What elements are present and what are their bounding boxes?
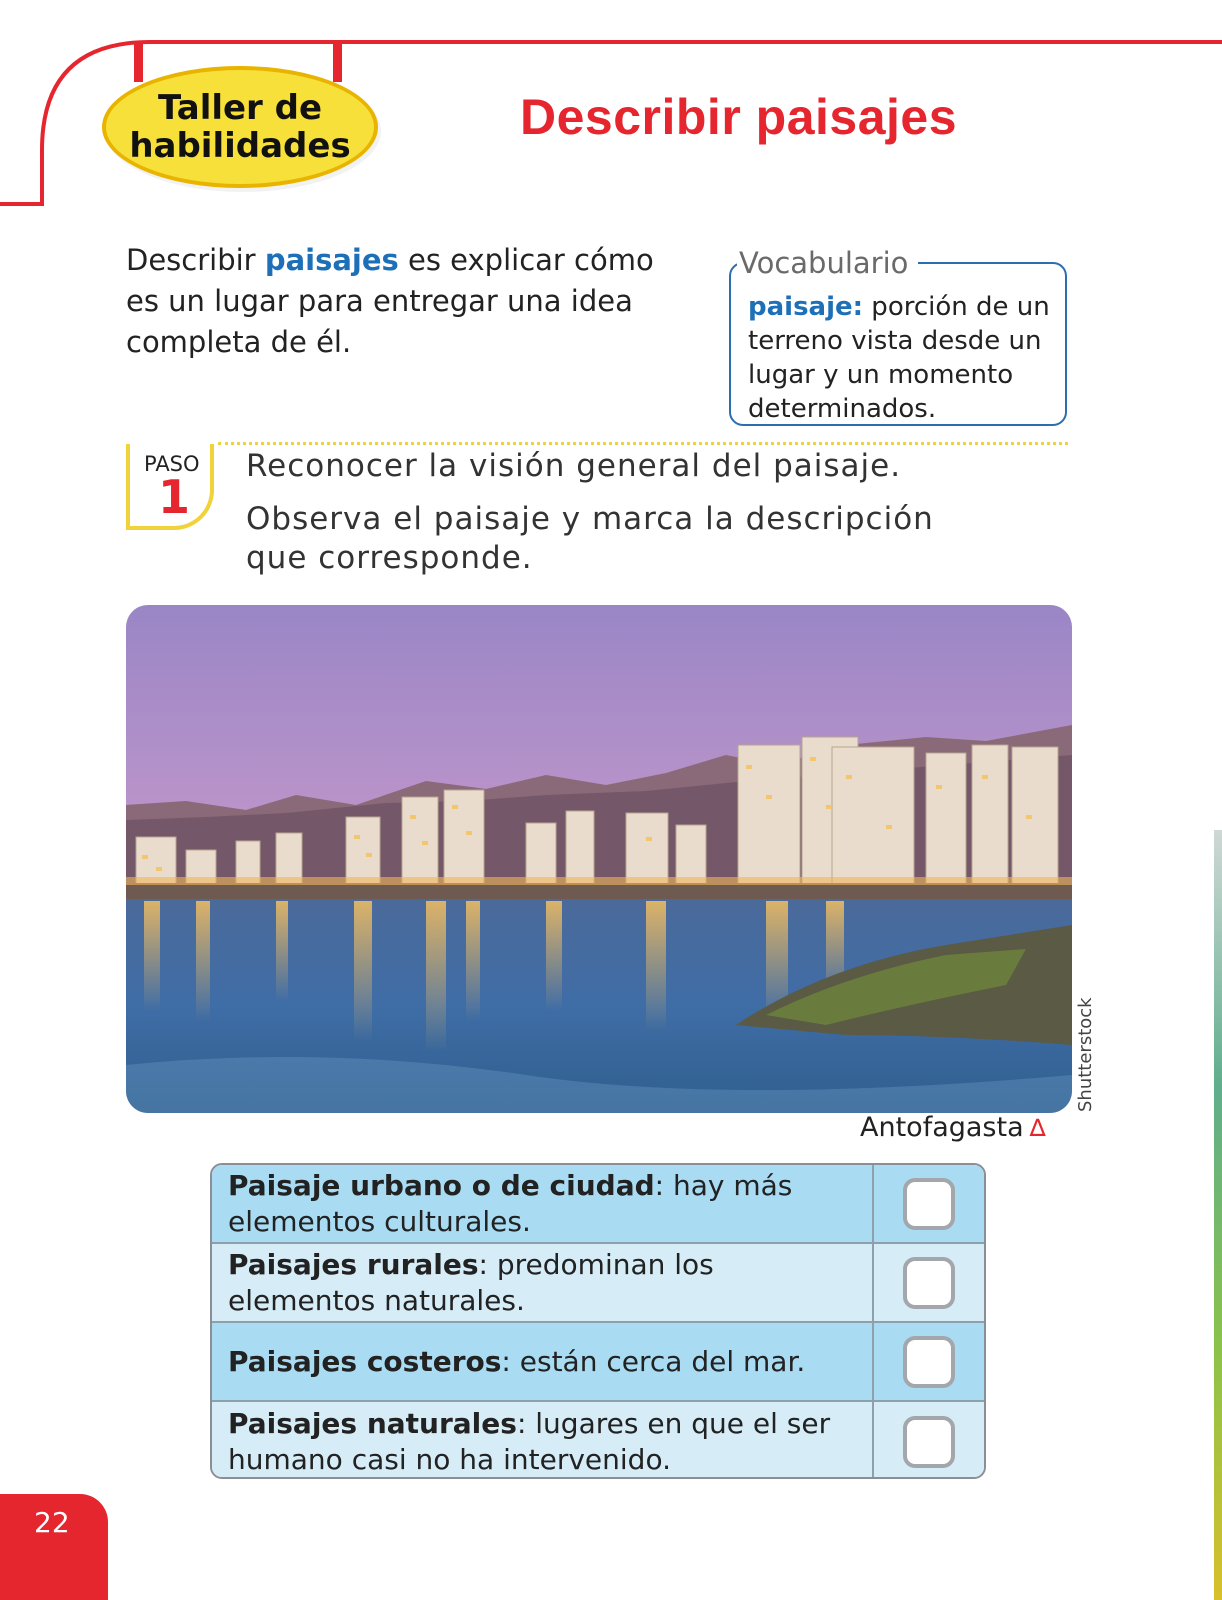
option-checkbox-cell (874, 1244, 984, 1321)
photo-credit-text: Shutterstock (1075, 997, 1096, 1112)
step-number: 1 (158, 470, 191, 524)
option-description: : predominan los elementos naturales. (228, 1247, 714, 1317)
page-title: Describir paisajes (520, 89, 958, 145)
option-text (212, 1402, 874, 1479)
skills-workshop-badge (102, 66, 378, 188)
vocabulary-title: Vocabulario (737, 246, 918, 280)
option-checkbox-cell (874, 1402, 984, 1479)
option-text (212, 1323, 874, 1400)
triangle-icon: ∆ (1029, 1114, 1046, 1142)
step-instruction: Observa el paisaje y marca la descripción que corresponde. (246, 501, 934, 576)
option-checkbox[interactable] (903, 1416, 955, 1468)
step-label: PASO (144, 452, 200, 476)
vocabulary-definition (748, 290, 1068, 426)
badge-line-2: habilidades (129, 126, 351, 166)
antofagasta-illustration (126, 605, 1072, 1113)
vocabulary-box (729, 246, 1067, 426)
side-color-stripe (1214, 830, 1222, 1600)
intro-text-after: es explicar cómo es un lugar para entregar una idea completa de él. (126, 243, 654, 359)
option-checkbox[interactable] (903, 1178, 955, 1230)
landscape-photo (126, 605, 1072, 1113)
option-title: Paisajes costeros (228, 1344, 502, 1378)
option-text (212, 1244, 874, 1321)
option-title: Paisajes naturales (228, 1406, 517, 1440)
option-row (212, 1402, 984, 1479)
step-badge (126, 444, 214, 530)
option-title: Paisaje urbano o de ciudad (228, 1168, 655, 1202)
option-description: : están cerca del mar. (501, 1344, 806, 1378)
option-row (212, 1165, 984, 1244)
badge-line-1: Taller de (157, 88, 323, 128)
option-text (212, 1165, 874, 1242)
caption-text: Antofagasta (860, 1112, 1024, 1143)
intro-text-before: Describir (126, 243, 265, 277)
vocabulary-term: paisaje: (748, 292, 864, 322)
option-checkbox-cell (874, 1323, 984, 1400)
dotted-divider (218, 442, 1068, 445)
page-number-tab (0, 1494, 108, 1600)
photo-caption (860, 1112, 1046, 1143)
options-table (210, 1163, 986, 1479)
option-title: Paisajes rurales (228, 1247, 479, 1281)
option-checkbox-cell (874, 1165, 984, 1242)
page-number: 22 (34, 1506, 70, 1539)
intro-keyword: paisajes (264, 243, 399, 277)
option-description: : hay más elementos culturales. (228, 1168, 793, 1238)
option-checkbox[interactable] (903, 1257, 955, 1309)
step-title: Reconocer la visión general del paisaje. (246, 448, 902, 484)
option-description: : lugares en que el ser humano casi no ha intervenido. (228, 1406, 831, 1476)
vocabulary-definition-text: porción de un terreno vista desde un lugar y un momento determinados. (748, 292, 1050, 424)
option-checkbox[interactable] (903, 1336, 955, 1388)
intro-paragraph (126, 240, 686, 363)
photo-credit (1075, 997, 1111, 1112)
option-row (212, 1244, 984, 1323)
option-row (212, 1323, 984, 1402)
